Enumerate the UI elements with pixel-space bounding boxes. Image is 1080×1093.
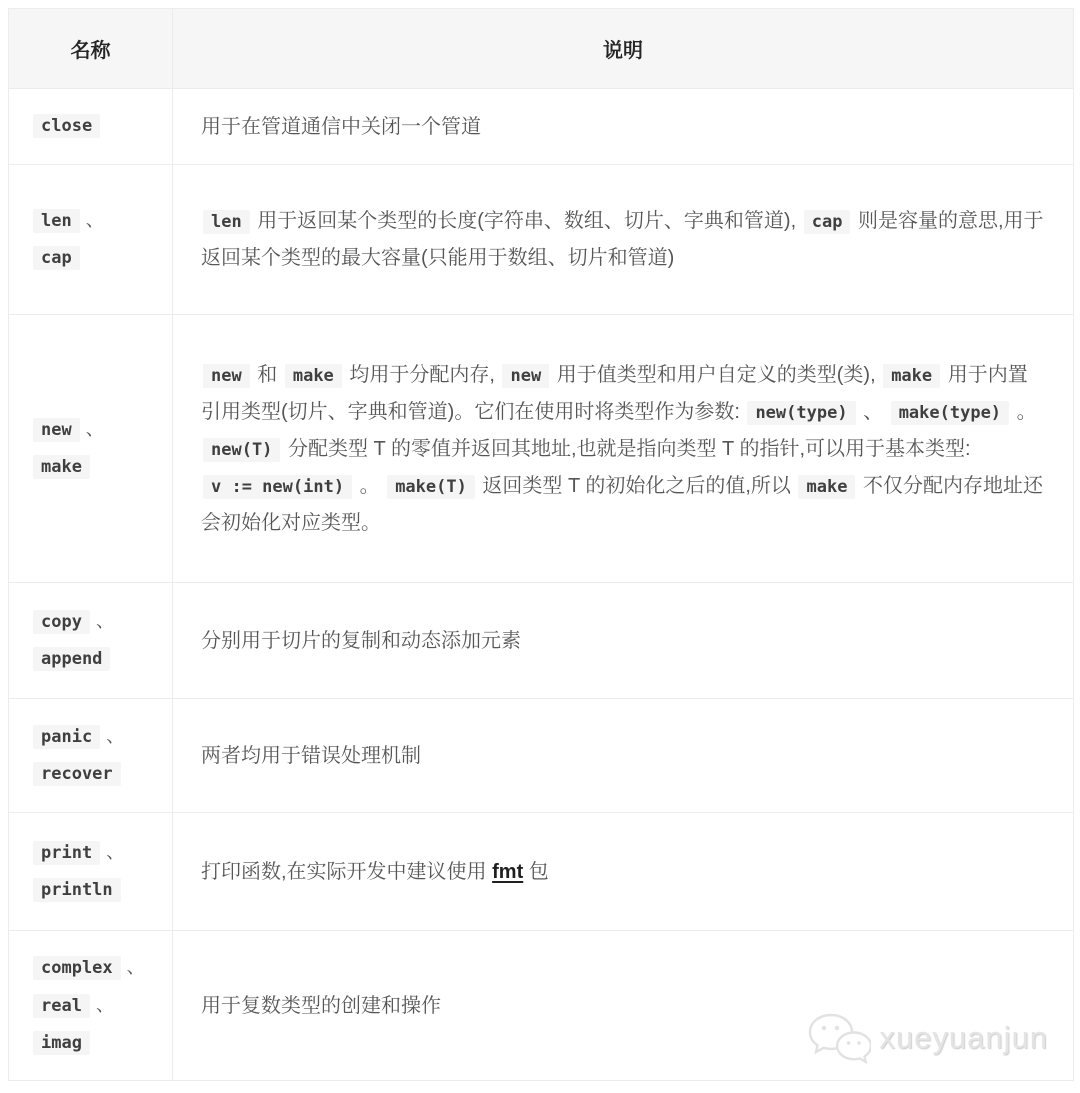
code-chip: new	[33, 418, 80, 442]
code-chip: cap	[33, 246, 80, 270]
table-row	[9, 699, 1074, 813]
go-builtin-functions-table	[8, 8, 1074, 1081]
description-cell	[173, 813, 1074, 931]
description-text: 分配类型 T 的零值并返回其地址,也就是指向类型 T 的指针,可以用于基本类型:	[282, 437, 971, 460]
table-row	[9, 813, 1074, 931]
name-cell	[9, 165, 173, 315]
name-cell	[9, 89, 173, 165]
column-header-description: 说明	[173, 9, 1074, 89]
name-line	[31, 718, 162, 756]
code-chip: make(type)	[891, 401, 1009, 425]
name-separator: 、	[106, 842, 125, 862]
name-line	[31, 756, 162, 793]
code-chip: v := new(int)	[203, 475, 352, 499]
description-cell	[173, 315, 1074, 583]
description-cell	[173, 931, 1074, 1081]
name-separator: 、	[126, 957, 145, 977]
name-cell	[9, 583, 173, 699]
code-chip: close	[33, 114, 100, 138]
code-chip: make	[883, 364, 940, 388]
code-chip: cap	[804, 210, 851, 234]
code-chip: print	[33, 841, 100, 865]
description-text: 。	[354, 474, 386, 497]
code-chip: make	[285, 364, 342, 388]
description-text: 不仅分配内存地址还会初始化对应类型。	[201, 474, 1043, 534]
description-text: 两者均用于错误处理机制	[201, 744, 421, 767]
table-row	[9, 165, 1074, 315]
description-text: 和	[251, 363, 283, 386]
code-chip: real	[33, 994, 90, 1018]
description-cell	[173, 699, 1074, 813]
description-text: 分别用于切片的复制和动态添加元素	[201, 629, 521, 652]
code-chip: len	[33, 209, 80, 233]
name-separator: 、	[95, 995, 114, 1015]
name-line	[31, 108, 162, 145]
description-cell	[173, 583, 1074, 699]
name-separator: 、	[85, 419, 104, 439]
name-line	[31, 411, 162, 449]
fmt-package-link[interactable]: fmt	[492, 860, 524, 883]
code-chip: new	[502, 364, 549, 388]
article-content	[8, 8, 1074, 1081]
description-text: 返回类型 T 的初始化之后的值,所以	[476, 474, 797, 497]
table-row	[9, 315, 1074, 583]
code-chip: new(T)	[203, 438, 280, 462]
description-text: 用于内置引用类型(切片、字典和管道)。它们在使用时将类型作为参数:	[201, 363, 1028, 423]
name-cell	[9, 931, 173, 1081]
name-line	[31, 872, 162, 909]
code-chip: recover	[33, 762, 121, 786]
name-line	[31, 1025, 162, 1062]
description-text: 包	[523, 860, 549, 883]
code-chip: append	[33, 647, 110, 671]
code-chip: make	[33, 455, 90, 479]
code-chip: println	[33, 878, 121, 902]
name-line	[31, 449, 162, 486]
code-chip: complex	[33, 956, 121, 980]
table-body	[9, 89, 1074, 1081]
table-row	[9, 583, 1074, 699]
name-cell	[9, 699, 173, 813]
name-separator: 、	[85, 210, 104, 230]
watermark-text: xueyuanjun	[879, 1020, 1048, 1055]
name-line	[31, 202, 162, 240]
table-header-row	[9, 9, 1074, 89]
description-text: 用于在管道通信中关闭一个管道	[201, 115, 481, 138]
name-line	[31, 603, 162, 641]
description-text: 用于返回某个类型的长度(字符串、数组、切片、字典和管道),	[251, 210, 802, 232]
description-text: 均用于分配内存,	[343, 363, 501, 386]
name-line	[31, 834, 162, 872]
description-text: 用于值类型和用户自定义的类型(类),	[551, 363, 882, 386]
code-chip: len	[203, 210, 250, 234]
description-text: 用于复数类型的创建和操作	[201, 994, 441, 1017]
name-line	[31, 949, 162, 987]
name-line	[31, 987, 162, 1025]
description-text: 、	[857, 400, 889, 423]
column-header-name: 名称	[9, 9, 173, 89]
description-cell	[173, 89, 1074, 165]
name-separator: 、	[95, 611, 114, 631]
code-chip: new(type)	[747, 401, 855, 425]
code-chip: copy	[33, 610, 90, 634]
description-text: 。	[1011, 400, 1037, 423]
name-line	[31, 641, 162, 678]
name-cell	[9, 813, 173, 931]
code-chip: new	[203, 364, 250, 388]
description-text: 则是容量的意思,用于返回某个类型的最大容量(只能用于数组、切片和管道)	[201, 210, 1044, 269]
name-line	[31, 240, 162, 277]
description-cell	[173, 165, 1074, 315]
table-row	[9, 931, 1074, 1081]
code-chip: imag	[33, 1031, 90, 1055]
code-chip: make(T)	[387, 475, 475, 499]
code-chip: panic	[33, 725, 100, 749]
name-cell	[9, 315, 173, 583]
table-row	[9, 89, 1074, 165]
description-text: 打印函数,在实际开发中建议使用	[201, 860, 493, 883]
code-chip: make	[798, 475, 855, 499]
name-separator: 、	[106, 726, 125, 746]
